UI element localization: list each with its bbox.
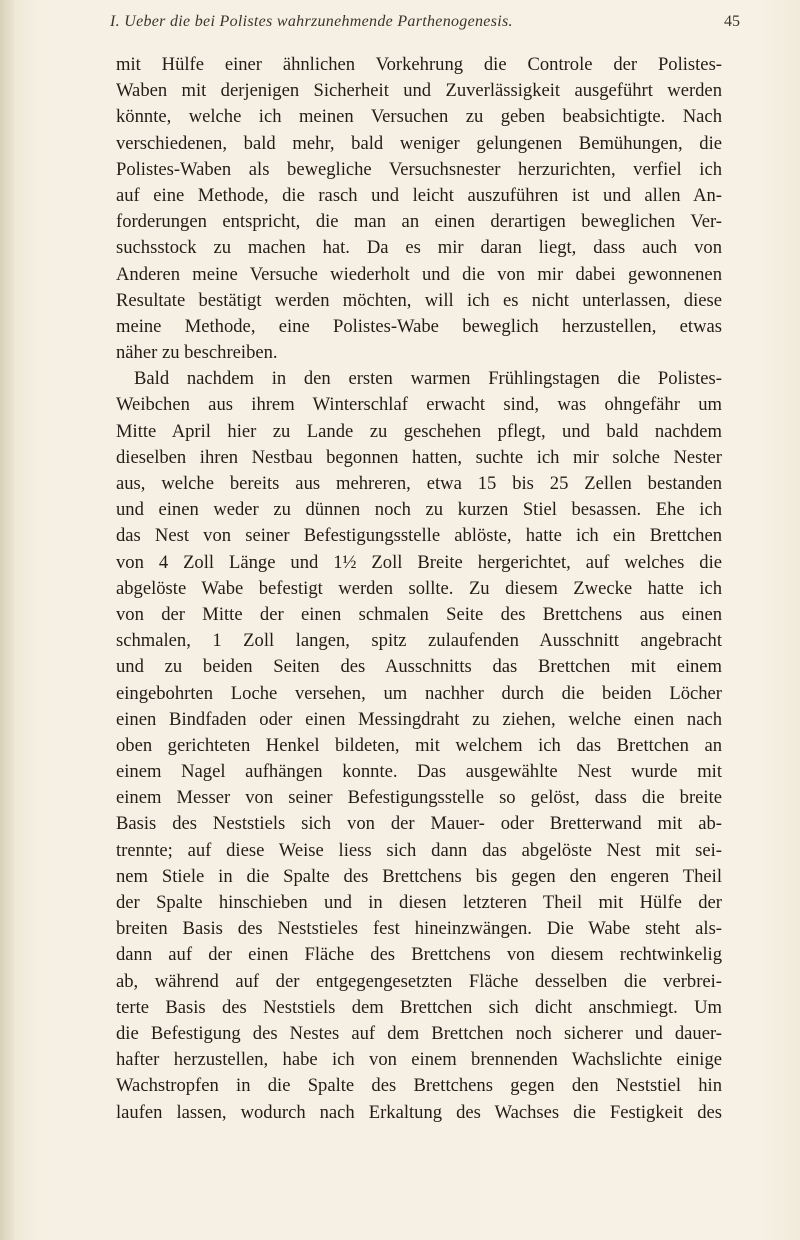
text-line: terte Basis des Neststiels dem Brettchen sich dicht anschmiegt. Um [116, 996, 722, 1018]
text-line: von der Mitte der einen schmalen Seite des Brettchens aus einen [116, 603, 722, 625]
page-number: 45 [724, 13, 740, 30]
text-line: das Nest von seiner Befestigungsstelle ablöste, hatte ich ein Brettchen [116, 525, 722, 547]
text-line: Resultate bestätigt werden möchten, will ich es nicht unterlassen, diese [116, 289, 722, 311]
text-line: Mitte April hier zu Lande zu geschehen pflegt, und bald nachdem [116, 420, 722, 442]
text-line: oben gerichteten Henkel bildeten, mit welchem ich das Brettchen an [116, 734, 722, 756]
text-line: Anderen meine Versuche wiederholt und die von mir dabei gewonnenen [116, 263, 722, 285]
text-line: breiten Basis des Neststieles fest hineinzwängen. Die Wabe steht als- [116, 918, 722, 940]
text-line: mit Hülfe einer ähnlichen Vorkehrung die Controle der Polistes- [116, 54, 722, 75]
text-line: der Spalte hinschieben und in diesen letzteren Theil mit Hülfe der [116, 892, 722, 913]
text-line: einem Messer von seiner Befestigungsstelle so gelöst, dass die breite [116, 787, 722, 809]
text-line: Polistes-Waben als bewegliche Versuchsnester herzurichten, verfiel ich [116, 158, 722, 180]
page-header [110, 8, 740, 36]
text-line: und einen weder zu dünnen noch zu kurzen Stiel besassen. Ehe ich [116, 499, 722, 521]
text-line: laufen lassen, wodurch nach Erkaltung des Wachses die Festigkeit des [116, 1101, 722, 1123]
text-line: abgelöste Wabe befestigt werden sollte. Zu diesem Zwecke hatte ich [116, 577, 722, 599]
text-line: schmalen, 1 Zoll langen, spitz zulaufenden Ausschnitt angebracht [116, 630, 722, 652]
body-text [116, 52, 722, 1126]
text-line: aus, welche bereits aus mehreren, etwa 15 bis 25 Zellen bestanden [116, 473, 722, 494]
text-line: von 4 Zoll Länge und 1½ Zoll Breite hergerichtet, auf welches die [116, 551, 722, 573]
text-line: Waben mit derjenigen Sicherheit und Zuverlässigkeit ausgeführt werden [116, 80, 722, 102]
paragraph-start-line: Bald nachdem in den ersten warmen Frühlingstagen die Polistes- [134, 368, 722, 390]
running-title: I. Ueber die bei Polistes wahrzunehmende Parthenogenesis. [110, 13, 513, 30]
text-line: verschiedenen, bald mehr, bald weniger gelungenen Bemühungen, die [116, 132, 722, 154]
text-line: forderungen entspricht, die man an einen derartigen beweglichen Ver- [116, 211, 722, 233]
paragraph-end-line: näher zu beschreiben. [116, 342, 278, 364]
text-line: hafter herzustellen, habe ich von einem brennenden Wachslichte einige [116, 1049, 722, 1071]
text-line: trennte; auf diese Weise liess sich dann das abgelöste Nest mit sei- [116, 839, 722, 861]
text-line: könnte, welche ich meinen Versuchen zu geben beabsichtigte. Nach [116, 106, 722, 128]
page-gutter [0, 0, 14, 1240]
text-line: die Befestigung des Nestes auf dem Brettchen noch sicherer und dauer- [116, 1022, 722, 1044]
text-line: einen Bindfaden oder einen Messingdraht zu ziehen, welche einen nach [116, 708, 722, 730]
text-line: Weibchen aus ihrem Winterschlaf erwacht sind, was ohngefähr um [116, 394, 722, 416]
text-line: und zu beiden Seiten des Ausschnitts das Brettchen mit einem [116, 656, 722, 678]
text-line: eingebohrten Loche versehen, um nachher durch die beiden Löcher [116, 682, 722, 704]
text-line: dann auf der einen Fläche des Brettchens von diesem rechtwinkelig [116, 944, 722, 966]
text-line: nem Stiele in die Spalte des Brettchens bis gegen den engeren Theil [116, 865, 722, 887]
text-line: dieselben ihren Nestbau begonnen hatten, suchte ich mir solche Nester [116, 446, 722, 468]
text-line: meine Methode, eine Polistes-Wabe beweglich herzustellen, etwas [116, 315, 722, 337]
text-line: suchsstock zu machen hat. Da es mir daran liegt, dass auch von [116, 237, 722, 259]
text-line: einem Nagel aufhängen konnte. Das ausgewählte Nest wurde mit [116, 761, 722, 783]
text-line: Wachstropfen in die Spalte des Brettchens gegen den Neststiel hin [116, 1075, 722, 1097]
text-line: Basis des Neststiels sich von der Mauer- oder Bretterwand mit ab- [116, 813, 722, 835]
text-line: auf eine Methode, die rasch und leicht auszuführen ist und allen An- [116, 184, 722, 206]
text-line: ab, während auf der entgegengesetzten Fläche desselben die verbrei- [116, 970, 722, 992]
